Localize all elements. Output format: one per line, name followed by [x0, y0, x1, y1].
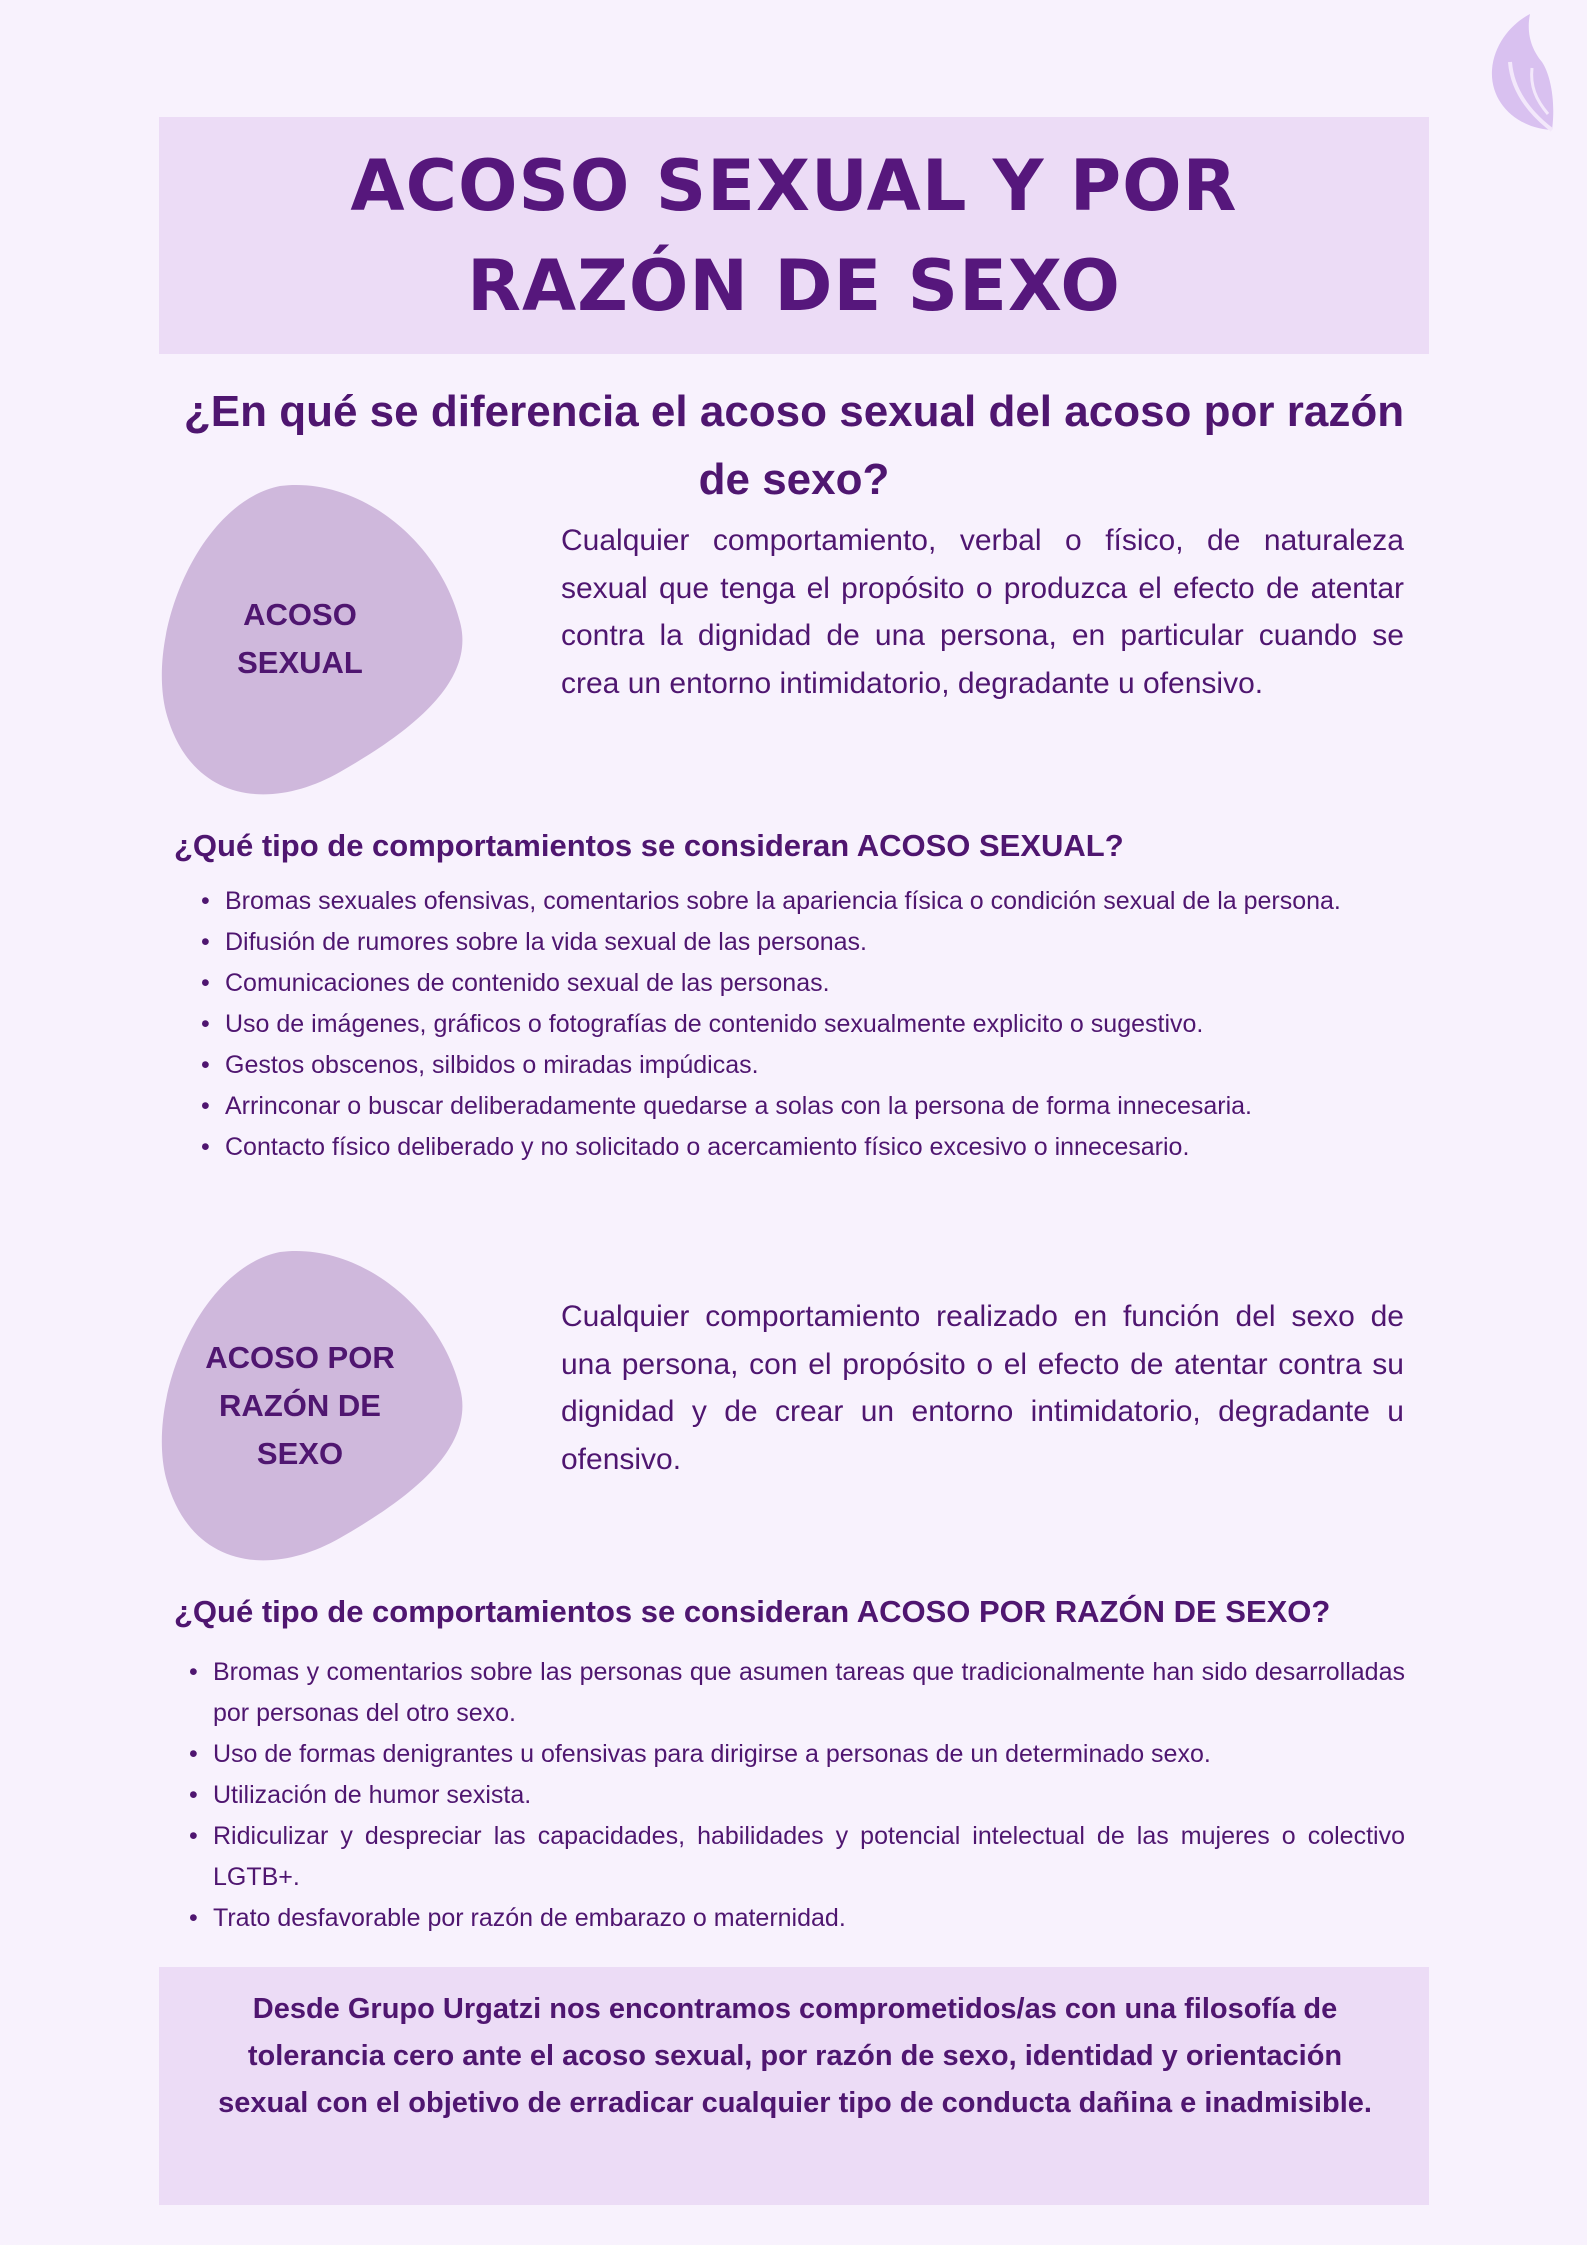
- title-line-1: ACOSO SEXUAL Y POR: [350, 144, 1238, 227]
- footer-line-1: Desde Grupo Urgatzi nos encontramos comprometidos/as con una filosofía de: [252, 1993, 1338, 2025]
- list-item: • Uso de formas denigrantes u ofensivas para dirigirse a personas de un determinado sexo.: [213, 1734, 1405, 1775]
- title-banner: [159, 117, 1429, 354]
- list-item: • Comunicaciones de contenido sexual de las personas.: [225, 963, 1405, 1004]
- acoso-sexual-blob: [160, 482, 470, 802]
- list-item: • Gestos obscenos, silbidos o miradas impúdicas.: [225, 1045, 1405, 1086]
- title-line-2: RAZÓN DE SEXO: [467, 244, 1121, 327]
- list-item: • Utilización de humor sexista.: [213, 1775, 1405, 1816]
- footer-statement: [180, 1986, 1410, 2127]
- acoso-sexual-subheading: ¿Qué tipo de comportamientos se consideran ACOSO SEXUAL?: [174, 828, 1124, 863]
- list-item: • Difusión de rumores sobre la vida sexual de las personas.: [225, 922, 1405, 963]
- acoso-razon-sexo-subheading: ¿Qué tipo de comportamientos se consideran ACOSO POR RAZÓN DE SEXO?: [174, 1594, 1331, 1629]
- acoso-razon-sexo-blob: [160, 1248, 470, 1568]
- blob-label: RAZÓN DE: [219, 1388, 381, 1423]
- acoso-razon-sexo-list: [213, 1652, 1405, 1939]
- list-item: • Arrinconar o buscar deliberadamente quedarse a solas con la persona de forma innecesaria.: [225, 1086, 1405, 1127]
- list-item: • Contacto físico deliberado y no solicitado o acercamiento físico excesivo o innecesario.: [225, 1127, 1405, 1168]
- acoso-sexual-definition: Cualquier comportamiento, verbal o físico, de naturaleza sexual que tenga el propósito o produzca el efecto de atentar contra la dignidad de una persona, en particular cuando se crea un entorno intimidatorio, degradante u ofensivo.: [561, 524, 1404, 700]
- blob-label: SEXO: [256, 1436, 344, 1471]
- main-question: ¿En qué se diferencia el acoso sexual del acoso por razón de sexo?: [183, 387, 1405, 504]
- list-item: • Bromas y comentarios sobre las personas que asumen tareas que tradicionalmente han sido desarrolladas por personas del otro sexo.: [213, 1652, 1405, 1734]
- list-item: • Ridiculizar y despreciar las capacidades, habilidades y potencial intelectual de las mujeres o colectivo LGTB+.: [213, 1816, 1405, 1898]
- list-item: • Trato desfavorable por razón de embarazo o maternidad.: [213, 1898, 1405, 1939]
- blob-label: SEXUAL: [237, 645, 363, 680]
- acoso-sexual-list: [225, 881, 1405, 1168]
- footer-line-2: tolerancia cero ante el acoso sexual, por razón de sexo, identidad y orientación: [247, 2040, 1343, 2072]
- footer-line-3: sexual con el objetivo de erradicar cualquier tipo de conducta dañina e inadmisible.: [218, 2087, 1372, 2119]
- list-item: • Bromas sexuales ofensivas, comentarios sobre la apariencia física o condición sexual de la persona.: [225, 881, 1405, 922]
- blob-label: ACOSO POR: [205, 1340, 395, 1375]
- acoso-razon-sexo-definition: Cualquier comportamiento realizado en función del sexo de una persona, con el propósito o el efecto de atentar contra su dignidad y de crear un entorno intimidatorio, degradante u ofensivo.: [561, 1300, 1404, 1476]
- blob-label: ACOSO: [243, 597, 357, 632]
- leaf-icon: [1486, 10, 1556, 135]
- list-item: • Uso de imágenes, gráficos o fotografías de contenido sexualmente explicito o sugestivo.: [225, 1004, 1405, 1045]
